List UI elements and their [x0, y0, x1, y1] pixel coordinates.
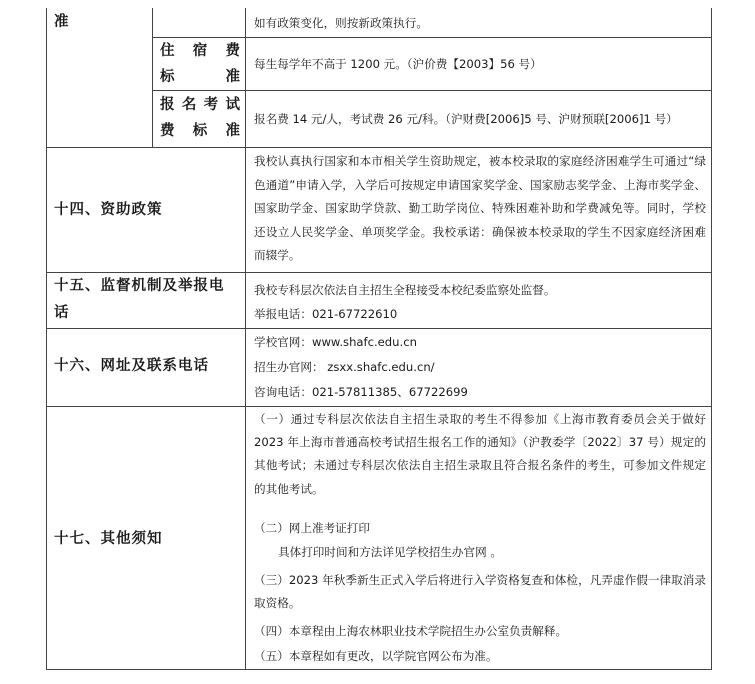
registration-fee-label: 报 名 考 试 费 标 准	[160, 97, 240, 139]
consult-phone: 咨询电话：021-57811385、67722699	[254, 385, 468, 399]
table-border-bottom	[46, 669, 712, 670]
table-border-right	[711, 8, 712, 670]
accommodation-fee-value: 每生每学年不高于 1200 元。（沪价费【2003】56 号）	[254, 57, 542, 71]
other-note-3: （三）2023 年秋季新生正式入学后将进行入学资格复查和体检，凡弄虚作假一律取消录取资格。	[254, 573, 706, 611]
other-note-4: （四）本章程由上海农林职业技术学院招生办公室负责解释。	[254, 624, 568, 638]
other-note-1: （一）通过专科层次依法自主招生录取的考生不得参加《上海市教育委员会关于做好 2023 年上海市普通高校考试招生报名工作的通知》（沪教委学〔2022〕37 号）规定的其他考试；未通过专科层次依法自主招生录取且符合报名条件的考生，可参加文件规定的其他考试。	[254, 412, 706, 496]
other-note-2-title: （二）网上准考证打印	[254, 521, 370, 535]
row-divider	[46, 406, 712, 407]
section-15-label-line1: 十五、监督机制及举报电	[54, 278, 225, 294]
accommodation-fee-label: 住 宿 费 标 准	[160, 43, 240, 85]
report-phone: 举报电话：021-67722610	[254, 307, 398, 321]
row-divider	[46, 328, 712, 329]
row-label-continued: 准	[54, 14, 70, 30]
section-15-label-line2: 话	[54, 305, 70, 321]
other-note-2-body: 具体打印时间和方法详见学校招生办官网 。	[278, 545, 502, 559]
funding-policy-text: 我校认真执行国家和本市相关学生资助规定，被本校录取的家庭经济困难学生可通过“绿色通道”申请入学，入学后可按规定申请国家奖学金、国家励志奖学金、上海市奖学金、国家助学金、国家助学贷款、勤工助学岗位、特殊困难补助和学费减免等。同时，学校还设立人民奖学金、单项奖学金。我校承诺：确保被本校录取的学生不因家庭经济困难而辍学。	[254, 154, 706, 263]
table-border-left	[46, 8, 47, 670]
other-note-5: （五）本章程如有更改，以学院官网公布为准。	[254, 649, 498, 663]
policy-change-note: 如有政策变化，则按新政策执行。	[254, 16, 428, 30]
registration-fee-value: 报名费 14 元/人，考试费 26 元/科。（沪财费[2006]5 号、沪财预联[2006]1 号）	[254, 112, 678, 126]
school-website[interactable]: 学校官网：www.shafc.edu.cn	[254, 335, 417, 349]
section-17-label: 十七、其他须知	[54, 531, 163, 547]
row-divider	[152, 90, 712, 91]
admissions-website[interactable]: 招生办官网： zsxx.shafc.edu.cn/	[254, 360, 435, 374]
row-divider	[46, 147, 712, 148]
column-divider-sub	[152, 8, 153, 147]
column-divider-main	[245, 8, 246, 670]
supervision-text: 我校专科层次依法自主招生全程接受本校纪委监察处监督。	[254, 283, 556, 297]
section-16-label: 十六、网址及联系电话	[54, 358, 209, 374]
section-14-label: 十四、资助政策	[54, 202, 163, 218]
